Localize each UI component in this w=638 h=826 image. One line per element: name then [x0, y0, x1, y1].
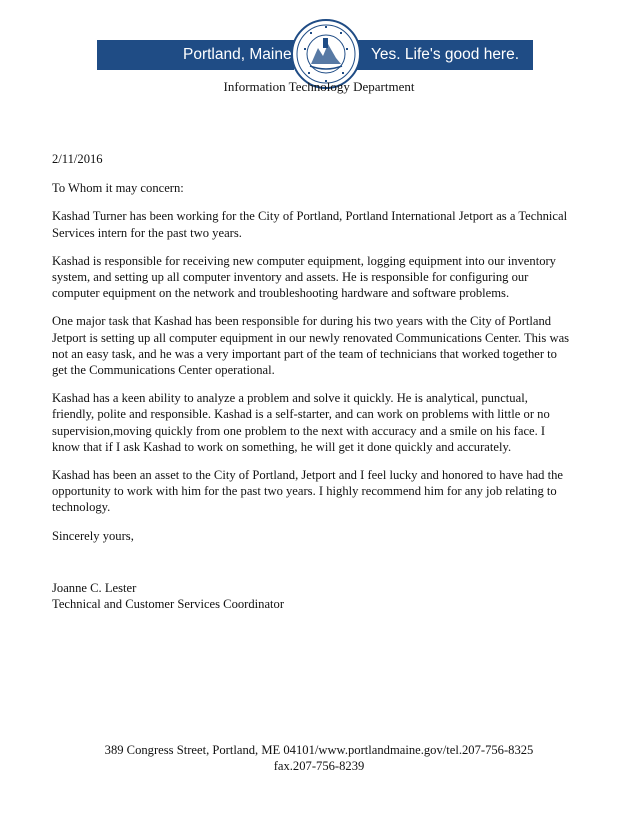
banner-left-text: Portland, Maine — [183, 46, 292, 63]
paragraph: Kashad has been an asset to the City of Portland, Jetport and I feel lucky and honored to have had the opportunity to work with him for the past two years. I highly recommend him for any job relating to technology. — [52, 468, 563, 515]
letter-body — [52, 151, 572, 612]
banner-right-text: Yes. Life's good here. — [371, 46, 520, 63]
paragraph: Kashad has a keen ability to analyze a problem and solve it quickly. He is analytical, punctual, friendly, polite and responsible. Kashad is a self-starter, and can work on problems with little or no supervision,moving quickly from one problem to the next with accuracy and a smile on his face. I know that if I ask Kashad to work on something, he will get it done quickly and accurately. — [52, 391, 550, 454]
footer-line-2: fax.207-756-8239 — [273, 759, 365, 773]
paragraph: One major task that Kashad has been responsible for during his two years with the City of Portland Jetport is setting up all computer equipment in our newly renovated Communications Center. This was not an easy task, and he was a very important part of the team of technicians that worked together to get the Communications Center operational. — [52, 314, 570, 378]
signature-block — [52, 580, 572, 612]
paragraph: Kashad is responsible for receiving new computer equipment, logging equipment into our inventory system, and setting up all computer inventory and assets. He is responsible for configuring our computer equipment on the network and troubleshooting hardware and software problems. — [52, 253, 556, 301]
banner-right — [355, 40, 533, 70]
footer-address — [0, 742, 638, 774]
signer-name: Joanne C. Lester — [52, 580, 137, 595]
footer-line-1: 389 Congress Street, Portland, ME 04101/www.portlandmaine.gov/tel.207-756-8325 — [104, 743, 534, 757]
salutation: To Whom it may concern: — [52, 181, 184, 196]
department-title: Information Technology Department — [223, 79, 415, 94]
letter-date: 2/11/2016 — [52, 152, 103, 166]
closing: Sincerely yours, — [52, 528, 134, 543]
signer-title: Technical and Customer Services Coordinator — [52, 597, 285, 612]
banner-left — [97, 40, 294, 70]
paragraph: Kashad Turner has been working for the City of Portland, Portland International Jetport as a Technical Services intern for the past two years. — [52, 209, 568, 240]
